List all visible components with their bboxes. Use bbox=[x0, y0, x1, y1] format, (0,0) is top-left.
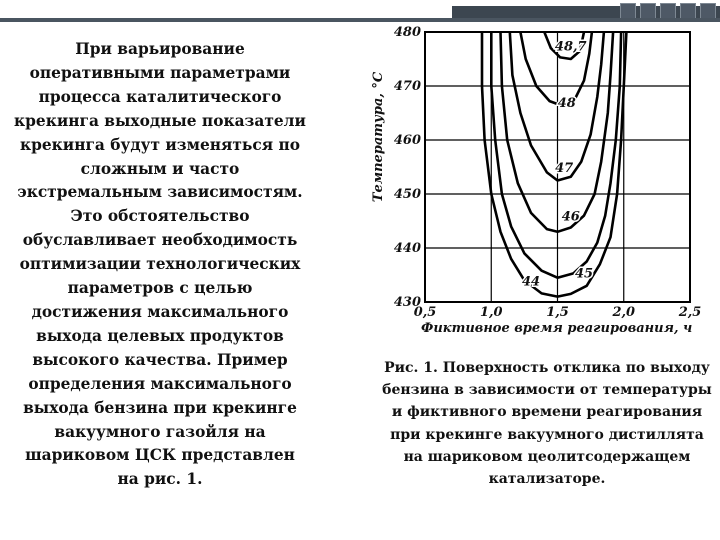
figure-1 bbox=[362, 16, 710, 348]
contour-label: 45 bbox=[574, 266, 594, 282]
y-tick-label: 480 bbox=[393, 25, 421, 40]
y-tick-label: 470 bbox=[393, 79, 421, 94]
x-tick-label: 1,0 bbox=[479, 305, 503, 320]
y-axis-label: Температура, °С bbox=[371, 71, 386, 203]
figure-caption: Рис. 1. Поверхность отклика по выходу бензина в зависимости от температуры и фиктивного времени реагирования при крекинге вакуумного дистиллята на шариковом цеолитсодержащем катализаторе. bbox=[382, 360, 712, 488]
contour-label: 46 bbox=[561, 209, 580, 225]
y-tick-label: 440 bbox=[393, 241, 421, 256]
contour-label: 47 bbox=[555, 161, 574, 176]
contour-label: 48,7 bbox=[554, 39, 587, 55]
y-tick-label: 430 bbox=[393, 295, 421, 310]
contour-label: 48 bbox=[557, 96, 576, 112]
y-tick-label: 450 bbox=[393, 187, 421, 202]
contour-chart bbox=[362, 16, 710, 348]
x-axis-label: Фиктивное время реагирования, ч bbox=[421, 321, 693, 336]
body-paragraph: При варьирование оперативными параметрами процесса каталитического крекинга выходные показатели крекинга будут изменяться по сложным и часто экстремальным зависимостям. Это обстоятельство обуславливает необходимость оптимизации технологических параметров с целью достижения максимального выхода целевых продуктов высокого качества. Пример определения максимального выхода бензина при крекинге вакуумного газойля на шариковом ЦСК представлен на рис. 1. bbox=[14, 40, 306, 489]
x-tick-label: 1,5 bbox=[546, 305, 569, 320]
x-tick-label: 2,5 bbox=[678, 305, 702, 320]
contour-line bbox=[501, 32, 614, 232]
x-tick-label: 2,0 bbox=[612, 305, 636, 320]
contour-label: 44 bbox=[521, 274, 541, 290]
x-tick-label: 0,5 bbox=[413, 305, 437, 320]
y-tick-label: 460 bbox=[393, 133, 421, 148]
